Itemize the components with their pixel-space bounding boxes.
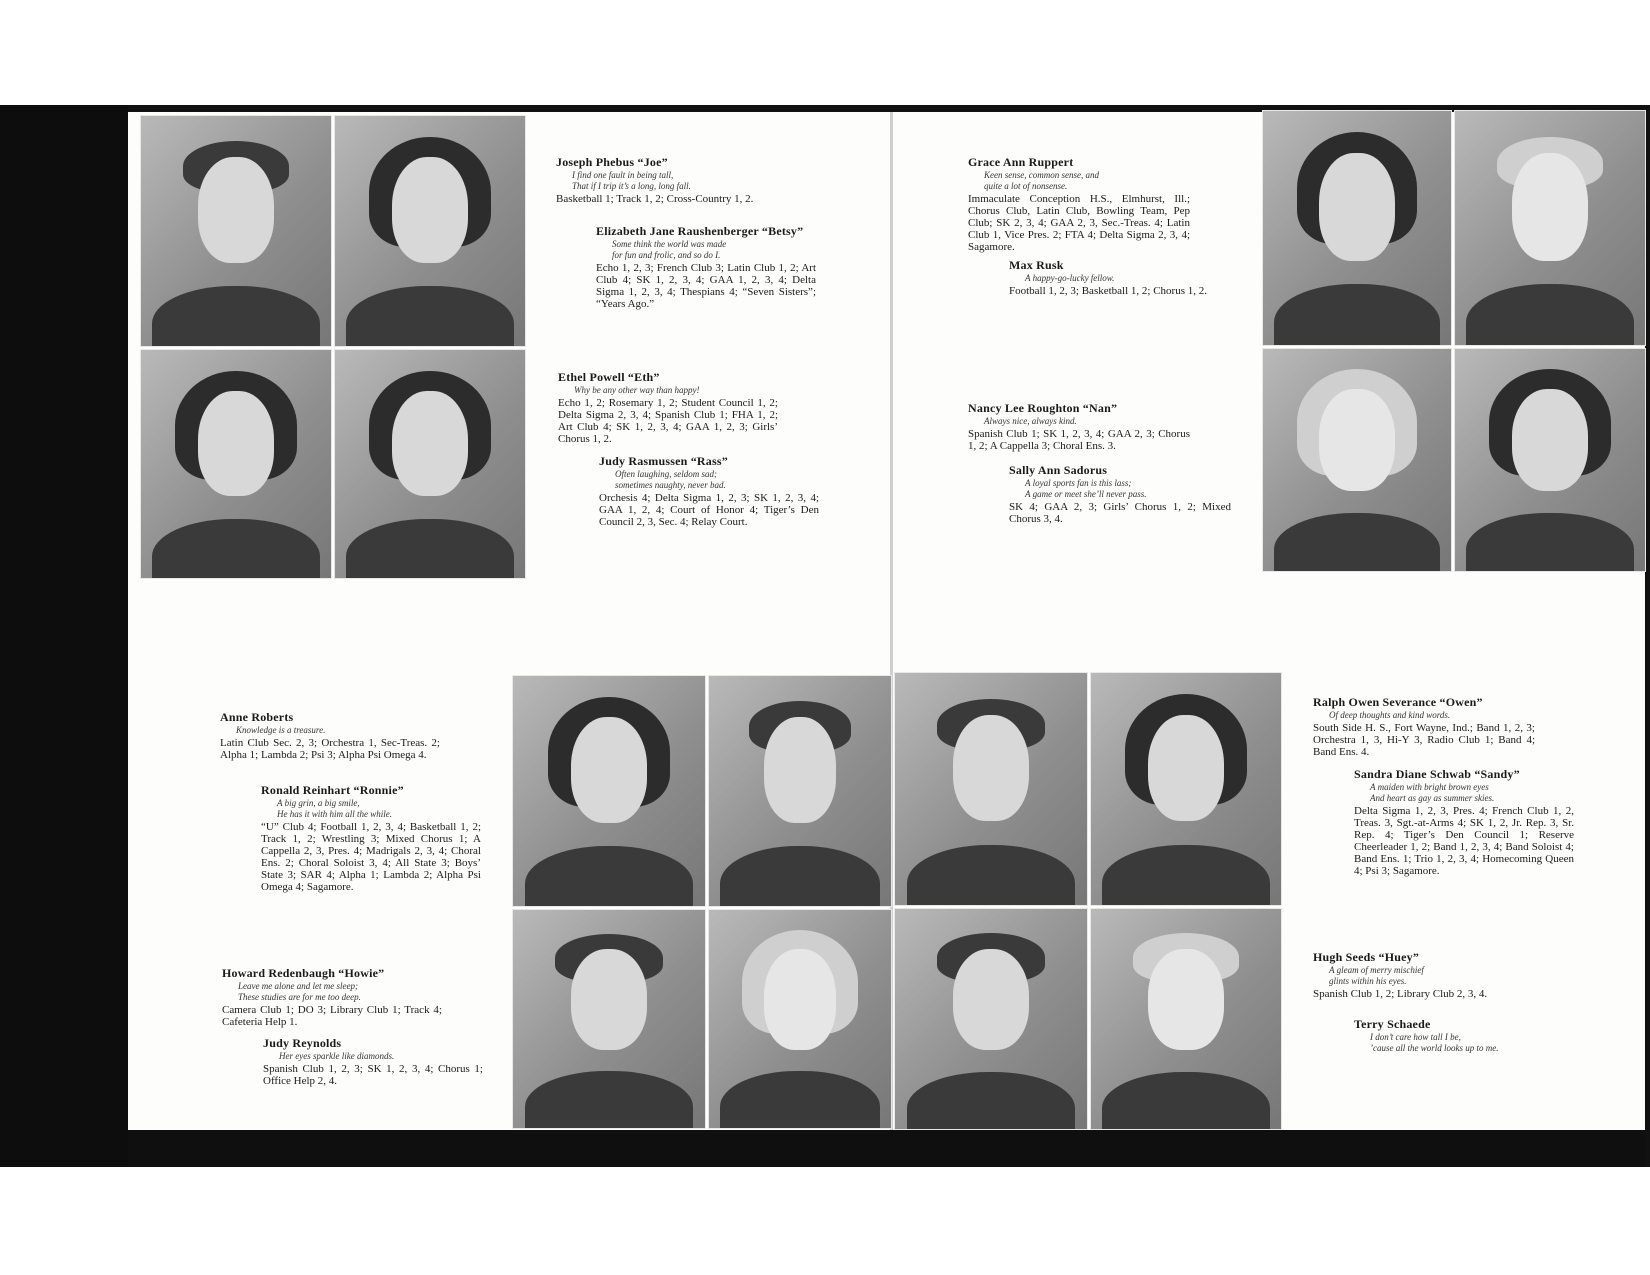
portrait-photo-joseph-phebus	[140, 115, 332, 347]
student-motto-line: Often laughing, seldom sad;	[615, 469, 717, 479]
student-motto-line: quite a lot of nonsense.	[984, 181, 1068, 191]
student-name: Howard Redenbaugh “Howie”	[222, 966, 385, 980]
student-name: Ronald Reinhart “Ronnie”	[261, 783, 404, 797]
portrait-photo-sandra-schwab	[1090, 672, 1282, 906]
student-activities: Football 1, 2, 3; Basketball 1, 2; Chorus 1, 2.	[1009, 285, 1207, 297]
student-name: Grace Ann Ruppert	[968, 155, 1074, 169]
student-motto-line: A game or meet she’ll never pass.	[1025, 489, 1147, 499]
student-activities: Basketball 1; Track 1, 2; Cross-Country 1, 2.	[556, 193, 754, 205]
student-activities: Orchesis 4; Delta Sigma 1, 2, 3; SK 1, 2, 3, 4; GAA 1, 2, 4; Court of Honor 4; Tiger’s Den Council 2, 3, Sec. 4; Relay Court.	[599, 492, 819, 528]
student-name: Ethel Powell “Eth”	[558, 370, 660, 384]
portrait-photo-ralph-severance	[894, 672, 1088, 906]
student-activities: Echo 1, 2, 3; French Club 3; Latin Club 1, 2; Art Club 4; SK 1, 2, 3, 4; GAA 1, 2, 3, 4; Delta Sigma 1, 2, 3, 4; Thespians 4; “Seven Sisters”; “Years Ago.”	[596, 262, 816, 310]
student-name: Max Rusk	[1009, 258, 1064, 272]
student-entry-ralph-severance	[1313, 695, 1535, 758]
portrait-photo-howard-redenbaugh	[512, 909, 706, 1129]
student-entry-ronald-reinhart	[261, 783, 481, 893]
student-motto-line: Of deep thoughts and kind words.	[1329, 710, 1451, 720]
student-motto-line: sometimes naughty, never bad.	[615, 480, 726, 490]
student-entry-ethel-powell	[558, 370, 778, 445]
student-motto-line: These studies are for me too deep.	[238, 992, 361, 1002]
student-entry-sally-sadorus	[1009, 463, 1231, 525]
student-motto-line: That if I trip it’s a long, long fall.	[572, 181, 691, 191]
student-name: Terry Schaede	[1354, 1017, 1431, 1031]
book-cover-edge	[0, 105, 128, 1167]
student-name: Sally Ann Sadorus	[1009, 463, 1108, 477]
portrait-photo-elizabeth-raushenberger	[334, 115, 526, 347]
student-activities: Echo 1, 2; Rosemary 1, 2; Student Council 1, 2; Delta Sigma 2, 3, 4; Spanish Club 1; FHA 1, 2; Art Club 4; SK 1, 2, 3, 4; GAA 1, 2, 3; Girls’ Chorus 1, 2.	[558, 397, 778, 445]
portrait-photo-terry-schaede	[1090, 908, 1282, 1130]
portrait-photo-judy-reynolds	[708, 909, 892, 1129]
portrait-photo-anne-roberts	[512, 675, 706, 907]
student-motto-line: A happy-go-lucky fellow.	[1025, 273, 1115, 283]
student-entry-max-rusk	[1009, 258, 1231, 297]
student-motto-line: A big grin, a big smile,	[277, 798, 360, 808]
student-name: Sandra Diane Schwab “Sandy”	[1354, 767, 1520, 781]
student-motto-line: I find one fault in being tall,	[572, 170, 674, 180]
portrait-photo-nancy-roughton	[1262, 348, 1452, 572]
student-entry-anne-roberts	[220, 710, 440, 761]
student-activities: Spanish Club 1; SK 1, 2, 3, 4; GAA 2, 3; Chorus 1, 2; A Cappella 3; Choral Ens. 3.	[968, 428, 1190, 452]
student-motto-line: A loyal sports fan is this lass;	[1025, 478, 1132, 488]
student-entry-sandra-schwab	[1354, 767, 1574, 877]
student-activities: Delta Sigma 1, 2, 3, Pres. 4; French Club 1, 2, Treas. 3, Sgt.-at-Arms 4; SK 1, 2, Jr. Rep. 3, Sr. Rep. 4; Tiger’s Den Council 1; Reserve Cheerleader 1, 2; Band 1, 2, 3, 4; Band Soloist 4; Band Ens. 1; Trio 1, 2, 3, 4; Homecoming Queen 4; Psi 3; Sagamore.	[1354, 805, 1574, 877]
student-activities: Immaculate Conception H.S., Elmhurst, Ill.; Chorus Club, Latin Club, Bowling Team, Pep Club; SK 2, 3, 4; GAA 2, 3, Sec.-Treas. 4; Latin Club 1, Vice Pres. 2; FTA 4; Delta Sigma 2, 3, 4; Sagamore.	[968, 193, 1190, 253]
student-motto-line: Her eyes sparkle like diamonds.	[279, 1051, 395, 1061]
student-motto-line: ’cause all the world looks up to me.	[1370, 1043, 1499, 1053]
student-motto-line: Keen sense, common sense, and	[984, 170, 1099, 180]
student-motto-line: Knowledge is a treasure.	[236, 725, 326, 735]
student-activities: SK 4; GAA 2, 3; Girls’ Chorus 1, 2; Mixed Chorus 3, 4.	[1009, 501, 1231, 525]
student-activities: “U” Club 4; Football 1, 2, 3, 4; Basketball 1, 2; Track 1, 2; Wrestling 3; Mixed Chorus 1; A Cappella 2, 3, Pres. 4; Madrigals 2, 3, 4; Choral Ens. 2; Choral Soloist 3, 4; All State 3; Boys’ State 3; SAR 4; Alpha 1; Lambda 2; Alpha Psi Omega 4; Sagamore.	[261, 821, 481, 893]
student-entry-joseph-phebus	[556, 155, 776, 205]
student-name: Judy Rasmussen “Rass”	[599, 454, 728, 468]
scan-bottom-edge	[128, 1130, 1645, 1167]
student-entry-elizabeth-raushenberger	[596, 224, 816, 310]
student-entry-grace-ruppert	[968, 155, 1190, 253]
student-entry-hugh-seeds	[1313, 950, 1535, 1000]
student-activities: South Side H. S., Fort Wayne, Ind.; Band 1, 2, 3; Orchestra 1, 3, Hi-Y 3, Radio Club 1; Band 4; Band Ens. 4.	[1313, 722, 1535, 758]
student-activities: Camera Club 1; DO 3; Library Club 1; Track 4; Cafeteria Help 1.	[222, 1004, 442, 1028]
student-entry-judy-reynolds	[263, 1036, 483, 1087]
student-motto-line: Some think the world was made	[612, 239, 727, 249]
portrait-photo-max-rusk	[1454, 110, 1646, 346]
portrait-photo-judy-rasmussen	[334, 349, 526, 579]
student-name: Judy Reynolds	[263, 1036, 342, 1050]
student-entry-howard-redenbaugh	[222, 966, 442, 1028]
portrait-photo-sally-sadorus	[1454, 348, 1646, 572]
student-entry-judy-rasmussen	[599, 454, 819, 528]
student-name: Hugh Seeds “Huey”	[1313, 950, 1420, 964]
student-entry-terry-schaede	[1354, 1017, 1594, 1053]
student-activities: Latin Club Sec. 2, 3; Orchestra 1, Sec-Treas. 2; Alpha 1; Lambda 2; Psi 3; Alpha Psi Omega 4.	[220, 737, 440, 761]
student-activities: Spanish Club 1, 2; Library Club 2, 3, 4.	[1313, 988, 1488, 1000]
student-name: Nancy Lee Roughton “Nan”	[968, 401, 1118, 415]
portrait-photo-ethel-powell	[140, 349, 332, 579]
student-motto-line: And heart as gay as summer skies.	[1370, 793, 1495, 803]
student-name: Elizabeth Jane Raushenberger “Betsy”	[596, 224, 804, 238]
student-motto-line: I don’t care how tall I be,	[1370, 1032, 1461, 1042]
student-motto-line: A gleam of merry mischief	[1329, 965, 1424, 975]
student-motto-line: for fun and frolic, and so do I.	[612, 250, 721, 260]
student-name: Anne Roberts	[220, 710, 294, 724]
student-motto-line: He has it with him all the while.	[277, 809, 392, 819]
student-motto-line: glints within his eyes.	[1329, 976, 1407, 986]
student-name: Ralph Owen Severance “Owen”	[1313, 695, 1483, 709]
student-entry-nancy-roughton	[968, 401, 1190, 452]
portrait-photo-hugh-seeds	[894, 908, 1088, 1130]
student-motto-line: A maiden with bright brown eyes	[1370, 782, 1489, 792]
student-motto-line: Always nice, always kind.	[984, 416, 1077, 426]
student-motto-line: Why be any other way than happy!	[574, 385, 700, 395]
student-name: Joseph Phebus “Joe”	[556, 155, 668, 169]
portrait-photo-ronald-reinhart	[708, 675, 892, 907]
student-motto-line: Leave me alone and let me sleep;	[238, 981, 358, 991]
student-activities: Spanish Club 1, 2, 3; SK 1, 2, 3, 4; Chorus 1; Office Help 2, 4.	[263, 1063, 483, 1087]
portrait-photo-grace-ruppert	[1262, 110, 1452, 346]
